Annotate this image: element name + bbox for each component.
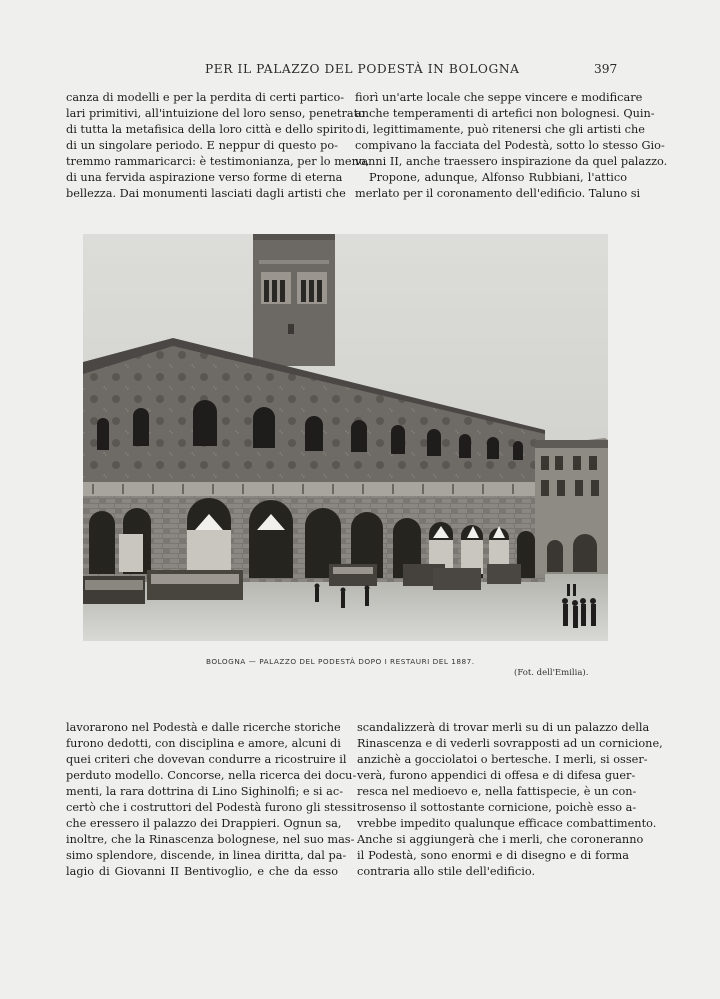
text-line: lari primitivi, all'intuizione del loro senso, penetrato <box>66 107 365 120</box>
text-line: anzichè a gocciolatoi o bertesche. I merli, si osser- <box>357 753 648 766</box>
text-line: che eressero il palazzo dei Drappieri. Ognun sa, <box>66 817 342 830</box>
photo-caption: BOLOGNA — PALAZZO DEL PODESTÀ DOPO I RESTAURI DEL 1887. <box>206 657 475 666</box>
text-line: compivano la facciata del Podestà, sotto lo stesso Gio- <box>355 139 665 152</box>
text-line: canza di modelli e per la perdita di certi partico- <box>66 91 345 104</box>
text-line: scandalizzerà di trovar merli su di un palazzo della <box>357 721 650 734</box>
text-line: certò che i costruttori del Podestà furono gli stessi <box>66 801 357 814</box>
text-line: quei criteri che dovevan condurre a ricostruire il <box>66 753 347 766</box>
text-line: simo splendore, discende, in linea diritta, dal pa- <box>66 849 347 862</box>
text-line: di tutta la metafisica della loro città e dello spirito <box>66 123 354 136</box>
text-column-top-right <box>355 90 668 202</box>
text-line: anche temperamenti di artefici non bolognesi. Quin- <box>355 107 655 120</box>
text-line: furono dedotti, con disciplina e amore, alcuni di <box>66 737 341 750</box>
text-line: Rinascenza e di vederli sovrapposti ad un cornicione, <box>357 737 663 750</box>
text-line: merlato per il coronamento dell'edificio. Taluno si <box>355 187 641 200</box>
photo-credit: (Fot. dell'Emilia). <box>514 668 589 678</box>
text-column-top-left <box>66 90 370 202</box>
text-line: verà, furono appendici di offesa e di difesa guer- <box>357 769 636 782</box>
palazzo-podesta-photograph <box>83 234 608 641</box>
text-line: menti, la rara dottrina di Lino Sighinolfi; e si ac- <box>66 785 344 798</box>
text-line: vanni II, anche traessero inspirazione da quel palazzo. <box>355 155 668 168</box>
text-column-bottom-left <box>66 720 357 880</box>
text-line: tremmo rammaricarci: è testimonianza, per lo meno, <box>66 155 370 168</box>
text-line: il Podestà, sono enormi e di disegno e di forma <box>357 849 629 862</box>
text-line: lavorarono nel Podestà e dalle ricerche storiche <box>66 721 341 734</box>
text-line: contraria allo stile dell'edificio. <box>357 865 536 878</box>
text-line: di una fervida aspirazione verso forme di eterna <box>66 171 343 184</box>
text-line: di, legittimamente, può ritenersi che gli artisti che <box>355 123 645 136</box>
text-line: Anche si aggiungerà che i merli, che coroneranno <box>357 833 644 846</box>
text-line: vrebbe impedito qualunque efficace combattimento. <box>357 817 657 830</box>
page-number: 397 <box>594 62 618 76</box>
text-line: fiorì un'arte locale che seppe vincere e modificare <box>355 91 643 104</box>
text-line: inoltre, che la Rinascenza bolognese, nel suo mas- <box>66 833 355 846</box>
text-line: perduto modello. Concorse, nella ricerca dei docu- <box>66 769 357 782</box>
text-column-bottom-right <box>357 720 663 880</box>
text-line: lagio di Giovanni II Bentivoglio, e che da esso <box>66 865 338 878</box>
text-line: trosenso il sottostante cornicione, poichè esso a- <box>357 801 637 814</box>
text-line: di un singolare periodo. E neppur di questo po- <box>66 139 338 152</box>
text-line: bellezza. Dai monumenti lasciati dagli artisti che <box>66 187 346 200</box>
text-line: resca nel medioevo e, nella fattispecie, è un con- <box>357 785 637 798</box>
text-line: Propone, adunque, Alfonso Rubbiani, l'attico <box>369 171 627 184</box>
running-title: PER IL PALAZZO DEL PODESTÀ IN BOLOGNA <box>205 62 520 76</box>
